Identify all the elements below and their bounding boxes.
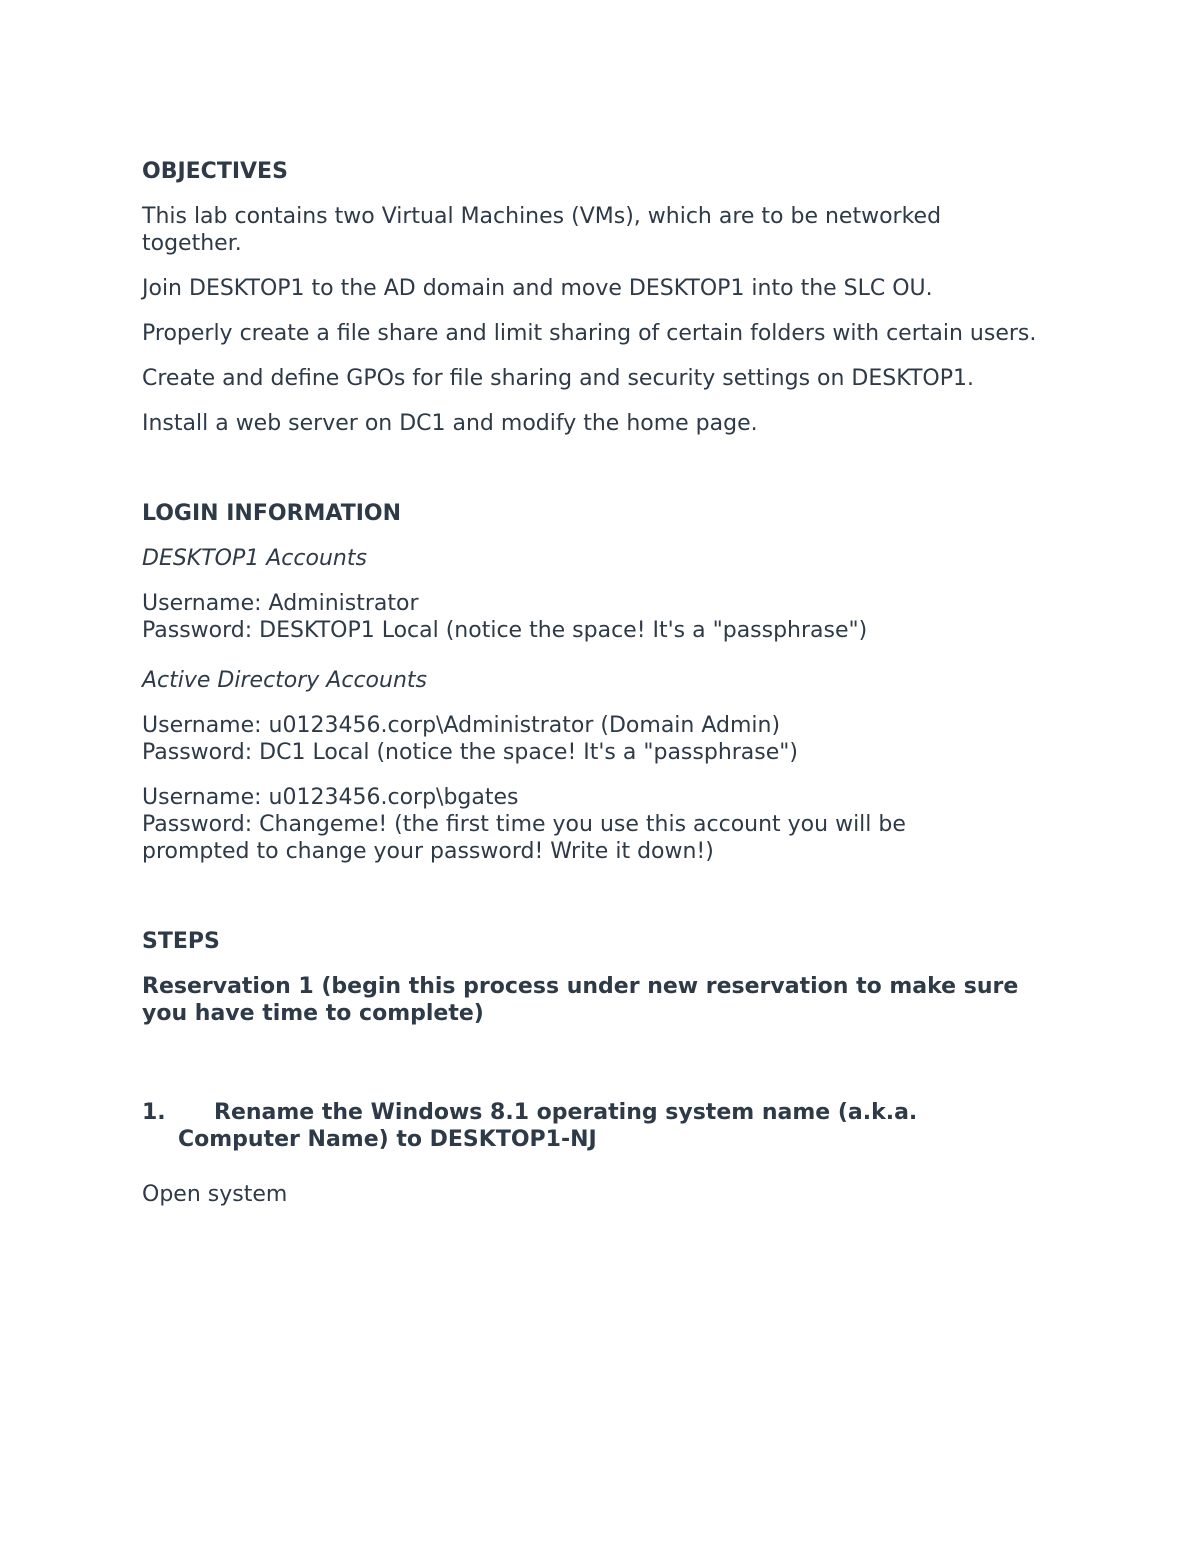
ad-accounts-title: Active Directory Accounts	[142, 668, 427, 693]
step-1-text: Rename the Windows 8.1 operating system name (a.k.a. Computer Name) to DESKTOP1-NJ	[178, 1100, 918, 1152]
reservation-heading: Reservation 1 (begin this process under new reservation to make sure you have time to complete)	[142, 974, 1019, 1026]
step-1-title	[142, 1099, 1028, 1153]
objective-item: Properly create a file share and limit sharing of certain folders with certain users.	[142, 321, 1037, 346]
desktop-username: Username: Administrator	[142, 591, 419, 616]
step-1-number: 1.	[142, 1100, 166, 1125]
objective-item: Install a web server on DC1 and modify the home page.	[142, 411, 758, 436]
objective-item: Join DESKTOP1 to the AD domain and move DESKTOP1 into the SLC OU.	[142, 276, 933, 301]
steps-heading: STEPS	[142, 929, 220, 954]
login-heading: LOGIN INFORMATION	[142, 501, 402, 526]
desktop-password: Password: DESKTOP1 Local (notice the space! It's a "passphrase")	[142, 618, 868, 643]
desktop-accounts-title: DESKTOP1 Accounts	[142, 546, 367, 571]
objective-item: This lab contains two Virtual Machines (VMs), which are to be networked together.	[142, 204, 942, 256]
ad-password-bgates: Password: Changeme! (the first time you use this account you will be prompted to change your password! Write it down!)	[142, 812, 906, 864]
ad-username-admin: Username: u0123456.corp\Administrator (Domain Admin)	[142, 713, 781, 738]
document-page	[142, 158, 1042, 1208]
ad-username-bgates: Username: u0123456.corp\bgates	[142, 785, 519, 810]
objective-item: Create and define GPOs for file sharing and security settings on DESKTOP1.	[142, 366, 974, 391]
objectives-heading: OBJECTIVES	[142, 159, 288, 184]
step-1-body: Open system	[142, 1182, 288, 1207]
ad-password-admin: Password: DC1 Local (notice the space! It's a "passphrase")	[142, 740, 798, 765]
